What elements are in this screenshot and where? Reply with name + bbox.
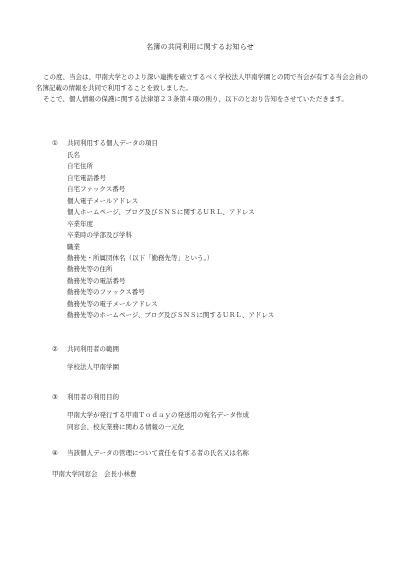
section-title: 当該個人データの管理について責任を有する者の氏名又は名称 <box>67 449 249 457</box>
list-item: 卒業時の学部及び学科 <box>67 231 132 240</box>
list-item: 自宅住所 <box>67 162 93 171</box>
list-item: 勤務先等の住所 <box>67 265 113 274</box>
intro-paragraph: この度、当会は、甲南大学とのより深い連携を確立するべく学校法人甲南学園との間で当会が有する当会会員の名簿記載の情報を共同で利用することを致しました。 <box>36 73 368 92</box>
section-users <box>52 344 119 373</box>
data-item-list <box>67 150 274 322</box>
list-item: 勤務先等の電子メールアドレス <box>67 299 158 308</box>
section-number: ③ <box>52 393 58 401</box>
section-data-items <box>52 138 274 322</box>
section-title: 共同利用する個人データの項目 <box>67 139 158 147</box>
section-body-line: 甲南大学同窓会 会長小林豊 <box>52 470 137 478</box>
list-item: 自宅ファックス番号 <box>67 185 126 194</box>
list-item: 勤務先等の電話番号 <box>67 276 126 285</box>
section-purpose <box>52 392 249 433</box>
section-number: ① <box>52 139 58 147</box>
section-body-line: 同窓会、校友業務に関わる情報の一元化 <box>67 423 184 431</box>
list-item: 個人電子メールアドレス <box>67 196 139 205</box>
list-item: 自宅電話番号 <box>67 173 106 182</box>
section-body-line: 学校法人甲南学園 <box>67 363 119 371</box>
list-item: 職業 <box>67 242 80 251</box>
section-title: 利用者の利用目的 <box>67 393 119 401</box>
list-item: 勤務先等のホームページ、ブログ及びＳＮＳに関するＵＲＬ、アドレス <box>67 311 275 320</box>
list-item: 氏名 <box>67 151 80 159</box>
section-number: ④ <box>52 449 58 457</box>
section-body-line: 甲南大学が発行する甲南Ｔｏｄａｙの発送用の宛名データ作成 <box>67 411 249 419</box>
section-heading <box>52 344 119 356</box>
intro-paragraph: そこで、個人情報の保護に関する法律第２３条第４項の則り、以下のとおり告知をさせていただきます。 <box>43 95 348 103</box>
document-title: 名簿の共同利用に関するお知らせ <box>146 43 254 51</box>
list-item: 卒業年度 <box>67 219 93 228</box>
intro-text <box>36 72 368 105</box>
section-heading <box>52 448 249 460</box>
section-number: ② <box>52 345 58 353</box>
section-title: 共同利用者の範囲 <box>67 345 119 353</box>
section-manager <box>52 448 249 480</box>
section-heading <box>52 138 274 150</box>
list-item: 個人ホームページ、ブログ及びＳＮＳに関するＵＲＬ、アドレス <box>67 208 255 217</box>
list-item: 勤務先・所属団体名（以下「勤務先等」という。） <box>67 253 214 262</box>
list-item: 勤務先等のファックス番号 <box>67 288 145 297</box>
section-heading <box>52 392 249 404</box>
